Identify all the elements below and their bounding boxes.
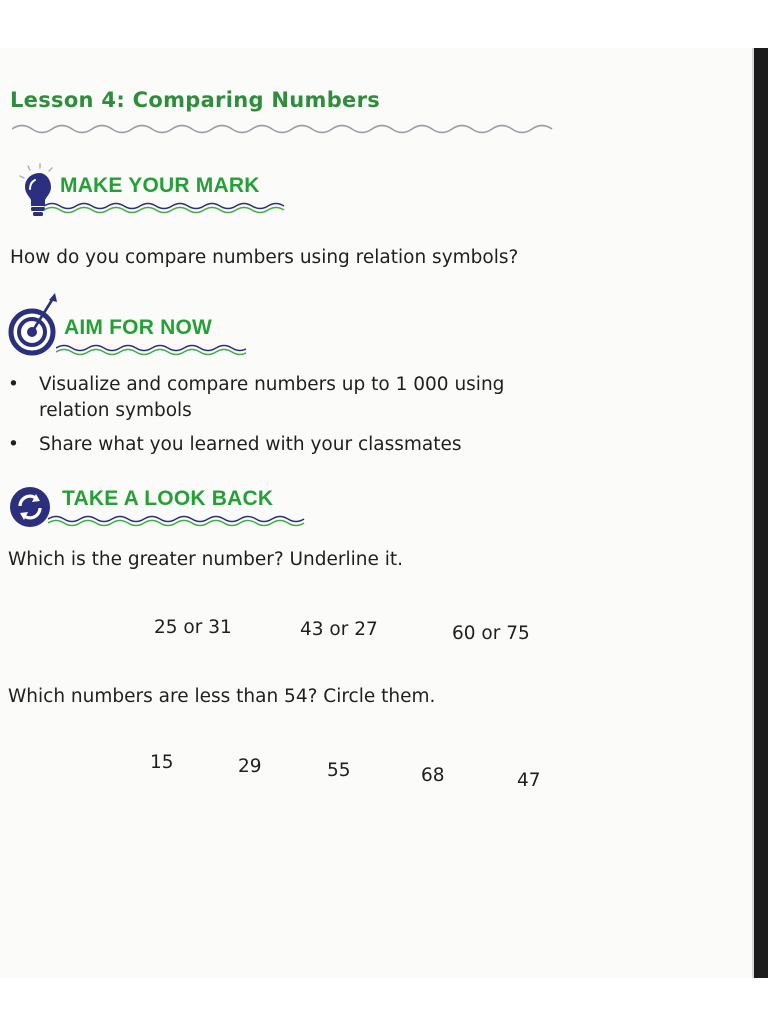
number-option: 47 (517, 770, 541, 791)
number-option: 68 (421, 765, 445, 786)
greater-number-question: Which is the greater number? Underline it. (8, 549, 404, 570)
number-option: 55 (327, 760, 351, 781)
page-edge (754, 48, 768, 978)
aim-list (8, 372, 628, 466)
aim-item-line: relation symbols (39, 400, 192, 421)
number-option: 15 (150, 752, 174, 773)
title-wavy-underline (12, 120, 572, 136)
number-pair: 25 or 31 (154, 617, 232, 638)
bullet: • (8, 434, 19, 455)
make-your-mark-heading: MAKE YOUR MARK (60, 174, 260, 197)
aim-item (8, 432, 628, 458)
aim-item (8, 372, 628, 424)
number-pair: 43 or 27 (300, 619, 378, 640)
take-a-look-back-heading: TAKE A LOOK BACK (62, 487, 274, 510)
aim-for-now-underline (56, 342, 246, 356)
aim-item-line: Share what you learned with your classmates (39, 434, 462, 455)
make-your-mark-question: How do you compare numbers using relation symbols? (10, 247, 519, 268)
number-option: 29 (238, 756, 262, 777)
make-your-mark-underline (44, 200, 294, 214)
take-a-look-back-underline (48, 513, 306, 527)
aim-for-now-heading: AIM FOR NOW (64, 316, 213, 339)
bullet: • (8, 374, 19, 395)
aim-item-line: Visualize and compare numbers up to 1 000 using (39, 374, 505, 395)
less-than-question: Which numbers are less than 54? Circle them. (8, 686, 436, 707)
number-pair: 60 or 75 (452, 623, 530, 644)
lesson-title: Lesson 4: Comparing Numbers (10, 88, 381, 112)
